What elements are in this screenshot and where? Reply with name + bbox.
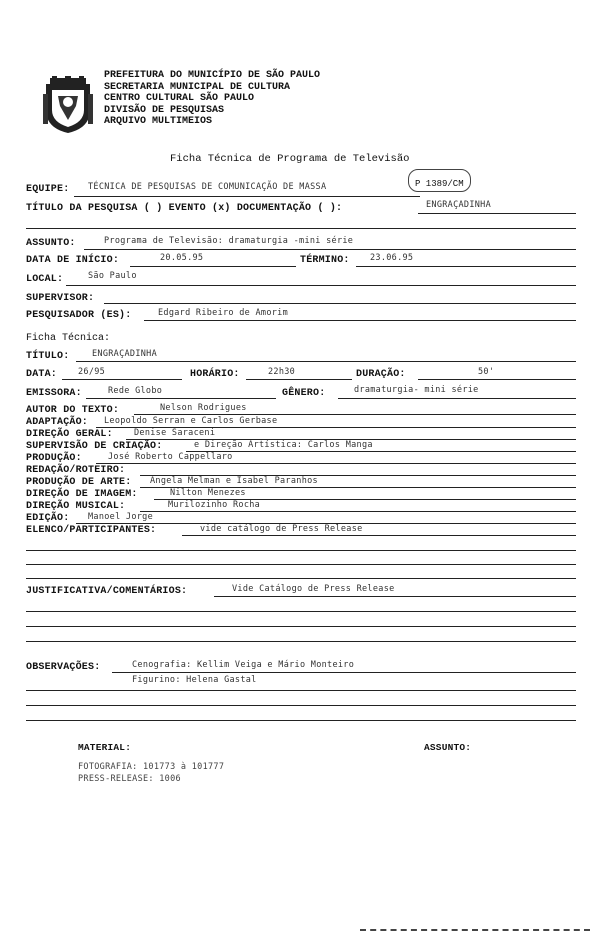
duracao-label: DURAÇÃO: [356, 369, 406, 380]
direcao-musical-value: Murilozinho Rocha [168, 500, 261, 510]
titulo-pesquisa-value: ENGRAÇADINHA [426, 200, 492, 210]
duracao-value: 50' [478, 367, 495, 377]
observacoes-label: OBSERVAÇÕES: [26, 662, 101, 673]
header-line: ARQUIVO MULTIMEIOS [104, 116, 213, 127]
producao-label: PRODUÇÃO: [26, 453, 82, 464]
emissora-label: EMISSORA: [26, 388, 82, 399]
horario-value: 22h30 [268, 367, 296, 377]
local-label: LOCAL: [26, 274, 64, 285]
ficha-tecnica-label: Ficha Técnica: [26, 333, 111, 344]
justificativa-label: JUSTIFICATIVA/COMENTÁRIOS: [26, 586, 188, 597]
assunto-value: Programa de Televisão: dramaturgia -mini série [104, 236, 354, 246]
record-code: P 1389/CM [415, 179, 464, 189]
justificativa-value: Vide Catálogo de Press Release [232, 584, 395, 594]
edicao-value: Manoel Jorge [88, 512, 154, 522]
direcao-geral-value: Denise Saraceni [134, 428, 216, 438]
termino-value: 23.06.95 [370, 253, 414, 263]
emissora-value: Rede Globo [108, 386, 163, 396]
autor-value: Nelson Rodrigues [160, 403, 247, 413]
edicao-label: EDIÇÃO: [26, 513, 70, 524]
titulo-pesquisa-label: TÍTULO DA PESQUISA ( ) EVENTO (x) DOCUMENTAÇÃO ( ): [26, 203, 343, 214]
data-inicio-label: DATA DE INÍCIO: [26, 255, 120, 266]
data-label: DATA: [26, 369, 58, 380]
observacoes-line-2: Figurino: Helena Gastal [132, 675, 257, 685]
direcao-imagem-value: Nilton Menezes [170, 488, 246, 498]
institution-header [104, 70, 320, 128]
equipe-value: TÉCNICA DE PESQUISAS DE COMUNICAÇÃO DE MASSA [88, 182, 327, 192]
direcao-geral-label: DIREÇÃO GERAL: [26, 429, 113, 440]
local-value: São Paulo [88, 271, 137, 281]
fotografia-entry: FOTOGRAFIA: 101773 à 101777 [78, 762, 225, 772]
genero-label: GÊNERO: [282, 388, 326, 399]
elenco-value: vide catálogo de Press Release [200, 524, 363, 534]
genero-value: dramaturgia- mini série [354, 385, 479, 395]
titulo-label: TÍTULO: [26, 351, 70, 362]
assunto-footer-label: ASSUNTO: [424, 742, 472, 753]
supervisor-label: SUPERVISOR: [26, 293, 95, 304]
equipe-label: EQUIPE: [26, 184, 70, 195]
data-value: 26/95 [78, 367, 106, 377]
city-coat-of-arms-logo [42, 76, 94, 134]
observacoes-line-1: Cenografia: Kellim Veiga e Mário Monteiro [132, 660, 355, 670]
horario-label: HORÁRIO: [190, 369, 240, 380]
header-line: PREFEITURA DO MUNICÍPIO DE SÃO PAULO [104, 70, 321, 81]
header-line: DIVISÃO DE PESQUISAS [104, 104, 225, 116]
redacao-label: REDAÇÃO/ROTEIRO: [26, 465, 126, 476]
producao-arte-value: Angela Melman e Isabel Paranhos [150, 476, 318, 486]
titulo-value: ENGRAÇADINHA [92, 349, 158, 359]
header-line: SECRETARIA MUNICIPAL DE CULTURA [104, 81, 291, 93]
termino-label: TÉRMINO: [300, 255, 350, 266]
producao-value: José Roberto Cappellaro [108, 452, 233, 462]
elenco-label: ELENCO/PARTICIPANTES: [26, 525, 157, 536]
producao-arte-label: PRODUÇÃO DE ARTE: [26, 477, 132, 488]
supervisao-label: SUPERVISÃO DE CRIAÇÃO: [26, 441, 163, 452]
assunto-label: ASSUNTO: [26, 238, 76, 249]
data-inicio-value: 20.05.95 [160, 253, 204, 263]
adaptacao-value: Leopoldo Serran e Carlos Gerbase [104, 416, 278, 426]
direcao-musical-label: DIREÇÃO MUSICAL: [26, 501, 126, 512]
header-line: CENTRO CULTURAL SÃO PAULO [104, 93, 255, 104]
pesquisador-label: PESQUISADOR (ES): [26, 310, 132, 321]
adaptacao-label: ADAPTAÇÃO: [26, 417, 89, 428]
press-release-entry: PRESS-RELEASE: 1006 [78, 774, 181, 784]
supervisao-value: e Direção Artística: Carlos Manga [194, 440, 373, 450]
direcao-imagem-label: DIREÇÃO DE IMAGEM: [26, 489, 138, 500]
pesquisador-value: Edgard Ribeiro de Amorim [158, 308, 289, 318]
record-code-stamp [408, 169, 471, 192]
form-title: Ficha Técnica de Programa de Televisão [170, 153, 410, 165]
material-label: MATERIAL: [78, 742, 132, 753]
scan-bottom-edge [360, 929, 590, 931]
autor-label: AUTOR DO TEXTO: [26, 405, 120, 416]
